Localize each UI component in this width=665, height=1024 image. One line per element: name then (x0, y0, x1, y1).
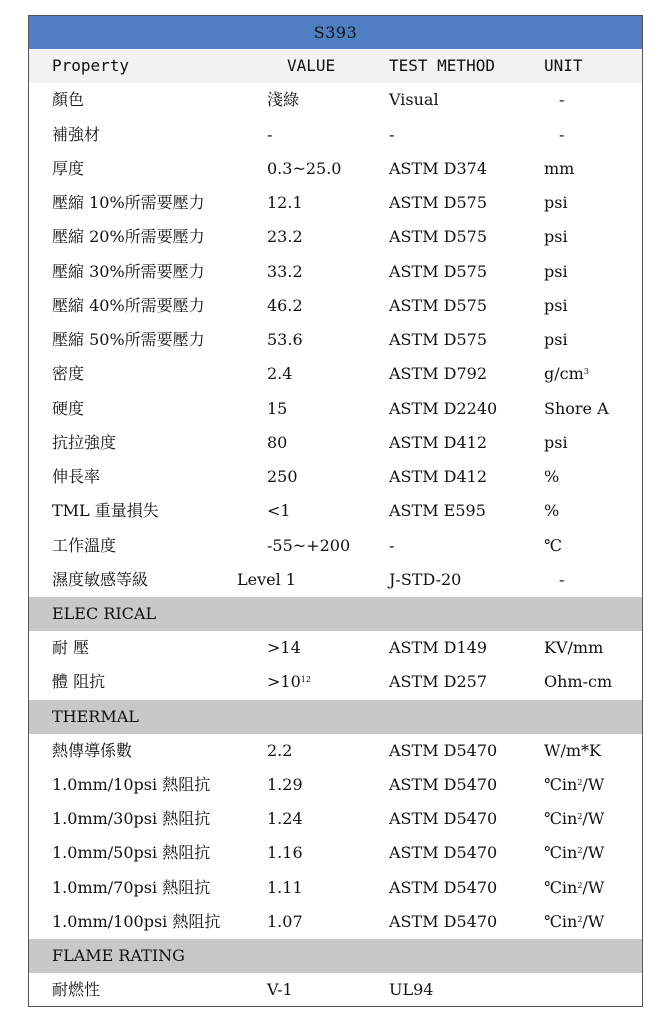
value-text: <1 (267, 501, 291, 521)
table-row (29, 529, 642, 563)
value-text: 80 (267, 432, 288, 452)
unit-text: ℃in (544, 911, 578, 931)
table-row (29, 357, 642, 391)
value-text: 1.16 (267, 843, 303, 863)
method-cell: ASTM D5470 (389, 877, 498, 897)
value-cell (267, 665, 311, 699)
unit-text: ℃in (544, 809, 578, 828)
unit-exponent: 3 (583, 367, 589, 377)
property-cell: TML 重量損失 (52, 501, 159, 521)
method-cell: ASTM D575 (389, 227, 488, 247)
unit-cell (544, 631, 603, 665)
unit-cell (544, 529, 562, 563)
unit-text: Shore A (544, 398, 609, 418)
method-cell: ASTM D575 (389, 330, 488, 349)
unit-suffix: /W (582, 843, 605, 863)
value-text: 1.07 (267, 911, 303, 931)
unit-cell (544, 255, 568, 289)
property-cell: 抗拉強度 (52, 432, 117, 452)
section-flame-rating: FLAME RATING (29, 939, 642, 973)
general-section (29, 83, 642, 597)
table-row (29, 186, 642, 220)
unit-text: mm (544, 158, 575, 178)
value-text: - (267, 124, 273, 144)
unit-text: ℃in (544, 774, 578, 794)
table-row (29, 460, 642, 494)
method-cell: ASTM D5470 (389, 740, 498, 760)
unit-cell (544, 323, 568, 357)
unit-cell (544, 426, 568, 460)
unit-text: Ohm-cm (544, 672, 613, 692)
property-cell: 體 阻抗 (52, 672, 106, 692)
value-cell (267, 323, 303, 357)
value-cell (267, 220, 303, 254)
value-cell (267, 768, 303, 802)
unit-suffix: /W (582, 877, 605, 897)
unit-suffix: /W (582, 809, 605, 828)
flame-section (29, 973, 642, 1007)
unit-text: - (559, 124, 565, 144)
value-cell (267, 802, 303, 836)
datasheet-table (28, 15, 643, 1007)
value-cell (267, 426, 287, 460)
table-row (29, 631, 642, 665)
value-cell (267, 255, 303, 289)
table-row (29, 323, 642, 357)
unit-exponent: 2 (577, 777, 583, 787)
property-cell: 厚度 (52, 158, 85, 178)
property-cell: 濕度敏感等級 (52, 569, 149, 589)
method-cell: - (389, 124, 395, 144)
value-cell (267, 460, 298, 494)
value-cell (267, 494, 291, 528)
property-cell: 1.0mm/100psi 熱阻抗 (52, 911, 221, 931)
table-row (29, 220, 642, 254)
value-cell (267, 83, 299, 117)
unit-cell (544, 665, 612, 699)
unit-text: psi (544, 330, 568, 349)
property-cell: 壓縮 30%所需要壓力 (52, 261, 205, 281)
method-cell: ASTM D5470 (389, 809, 498, 828)
property-cell: 工作溫度 (52, 535, 117, 555)
value-cell (267, 631, 301, 665)
property-cell: 耐燃性 (52, 980, 101, 999)
method-cell: ASTM D5470 (389, 774, 498, 794)
header-method: TEST METHOD (389, 56, 495, 75)
unit-text: psi (544, 432, 568, 452)
unit-cell (544, 152, 574, 186)
value-text: 33.2 (267, 261, 303, 281)
unit-text: W/m*K (544, 740, 601, 760)
unit-suffix: /W (582, 774, 605, 794)
table-row (29, 255, 642, 289)
value-text: -55~+200 (267, 535, 351, 555)
table-row (29, 83, 642, 117)
unit-cell (559, 563, 564, 597)
property-cell: 1.0mm/10psi 熱阻抗 (52, 774, 211, 794)
table-row (29, 802, 642, 836)
unit-text: - (559, 90, 565, 110)
table-row (29, 118, 642, 152)
unit-cell (544, 460, 559, 494)
unit-cell (544, 494, 559, 528)
table-row (29, 426, 642, 460)
unit-text: psi (544, 261, 568, 281)
table-row (29, 734, 642, 768)
method-cell: J-STD-20 (389, 569, 462, 589)
value-cell (267, 871, 303, 905)
unit-text: psi (544, 193, 568, 212)
unit-cell (559, 83, 564, 117)
value-cell (267, 392, 287, 426)
electrical-section (29, 631, 642, 700)
method-cell: ASTM D149 (389, 638, 488, 657)
unit-text: g/cm (544, 364, 584, 384)
table-row (29, 494, 642, 528)
method-cell: ASTM D412 (389, 432, 488, 452)
value-text: 15 (267, 398, 288, 418)
unit-text: % (544, 501, 560, 521)
unit-exponent: 2 (577, 914, 583, 924)
value-text: 1.24 (267, 809, 303, 828)
value-cell (267, 973, 293, 1007)
unit-text: ℃ (544, 535, 562, 555)
value-text: >10 (267, 672, 301, 692)
table-row (29, 905, 642, 939)
unit-text: % (544, 467, 560, 486)
property-cell: 硬度 (52, 398, 85, 418)
property-cell: 密度 (52, 364, 85, 384)
method-cell: Visual (389, 90, 439, 110)
value-text: 53.6 (267, 330, 303, 349)
value-text: Level 1 (237, 569, 296, 589)
property-cell: 顏色 (52, 90, 85, 110)
unit-cell (544, 357, 589, 391)
method-cell: ASTM D412 (389, 467, 488, 486)
unit-cell (544, 905, 604, 939)
value-text: 1.11 (267, 877, 303, 897)
section-electrical: ELEC RICAL (29, 597, 642, 631)
property-cell: 1.0mm/70psi 熱阻抗 (52, 877, 211, 897)
method-cell: ASTM D374 (389, 158, 488, 178)
value-text: 1.29 (267, 774, 303, 794)
value-text: 23.2 (267, 227, 303, 247)
value-text: 淺綠 (267, 90, 300, 110)
table-row (29, 871, 642, 905)
unit-text: psi (544, 227, 568, 247)
value-cell (237, 563, 296, 597)
property-cell: 壓縮 40%所需要壓力 (52, 295, 205, 315)
method-cell: ASTM D575 (389, 295, 488, 315)
table-row (29, 768, 642, 802)
value-cell (267, 905, 303, 939)
table-row (29, 289, 642, 323)
value-cell (267, 836, 303, 870)
unit-cell (544, 768, 604, 802)
table-row (29, 973, 642, 1007)
value-text: 12.1 (267, 193, 303, 212)
unit-cell (544, 186, 568, 220)
value-text: 2.4 (267, 364, 293, 384)
value-cell (267, 529, 350, 563)
property-cell: 耐 壓 (52, 638, 90, 657)
unit-cell (544, 392, 609, 426)
property-cell: 壓縮 50%所需要壓力 (52, 330, 205, 349)
unit-exponent: 2 (577, 812, 583, 821)
method-cell: ASTM D575 (389, 193, 488, 212)
method-cell: ASTM D575 (389, 261, 488, 281)
table-row (29, 392, 642, 426)
method-cell: ASTM D792 (389, 364, 488, 384)
property-cell: 熱傳導係數 (52, 740, 133, 760)
unit-text: - (559, 569, 565, 589)
header-property: Property (52, 56, 130, 75)
unit-cell (544, 871, 604, 905)
table-row (29, 152, 642, 186)
header-value: VALUE (287, 56, 336, 75)
method-cell: ASTM D2240 (389, 398, 498, 418)
method-cell: ASTM D257 (389, 672, 488, 692)
property-cell: 1.0mm/50psi 熱阻抗 (52, 843, 211, 863)
unit-cell (544, 734, 601, 768)
table-row (29, 665, 642, 699)
unit-text: psi (544, 295, 568, 315)
property-cell: 補強材 (52, 124, 101, 144)
header-unit: UNIT (544, 56, 583, 75)
value-exponent: 12 (300, 675, 311, 685)
method-cell: UL94 (389, 980, 434, 999)
value-cell (267, 152, 341, 186)
property-cell: 1.0mm/30psi 熱阻抗 (52, 809, 211, 828)
unit-text: ℃in (544, 843, 578, 863)
table-row (29, 563, 642, 597)
value-cell (267, 186, 303, 220)
unit-cell (544, 802, 604, 836)
property-cell: 壓縮 10%所需要壓力 (52, 193, 205, 212)
value-cell (267, 118, 272, 152)
value-cell (267, 734, 292, 768)
method-cell: ASTM D5470 (389, 911, 498, 931)
section-thermal: THERMAL (29, 700, 642, 734)
unit-cell (544, 220, 568, 254)
unit-exponent: 2 (577, 846, 583, 856)
unit-suffix: /W (582, 911, 605, 931)
thermal-section (29, 734, 642, 940)
unit-text: ℃in (544, 877, 578, 897)
header-row (29, 49, 642, 83)
value-cell (267, 289, 303, 323)
unit-exponent: 2 (577, 880, 583, 890)
value-text: 2.2 (267, 740, 293, 760)
unit-cell (559, 118, 564, 152)
unit-cell (544, 836, 604, 870)
value-text: >14 (267, 638, 301, 657)
method-cell: - (389, 535, 395, 555)
method-cell: ASTM E595 (389, 501, 486, 521)
value-text: 46.2 (267, 295, 303, 315)
method-cell: ASTM D5470 (389, 843, 498, 863)
value-cell (267, 357, 292, 391)
value-text: V-1 (267, 980, 293, 999)
product-title: S393 (29, 16, 642, 49)
unit-cell (544, 289, 568, 323)
property-cell: 伸長率 (52, 467, 101, 486)
table-row (29, 836, 642, 870)
property-cell: 壓縮 20%所需要壓力 (52, 227, 205, 247)
unit-text: KV/mm (544, 638, 604, 657)
value-text: 0.3~25.0 (267, 158, 342, 178)
value-text: 250 (267, 467, 298, 486)
